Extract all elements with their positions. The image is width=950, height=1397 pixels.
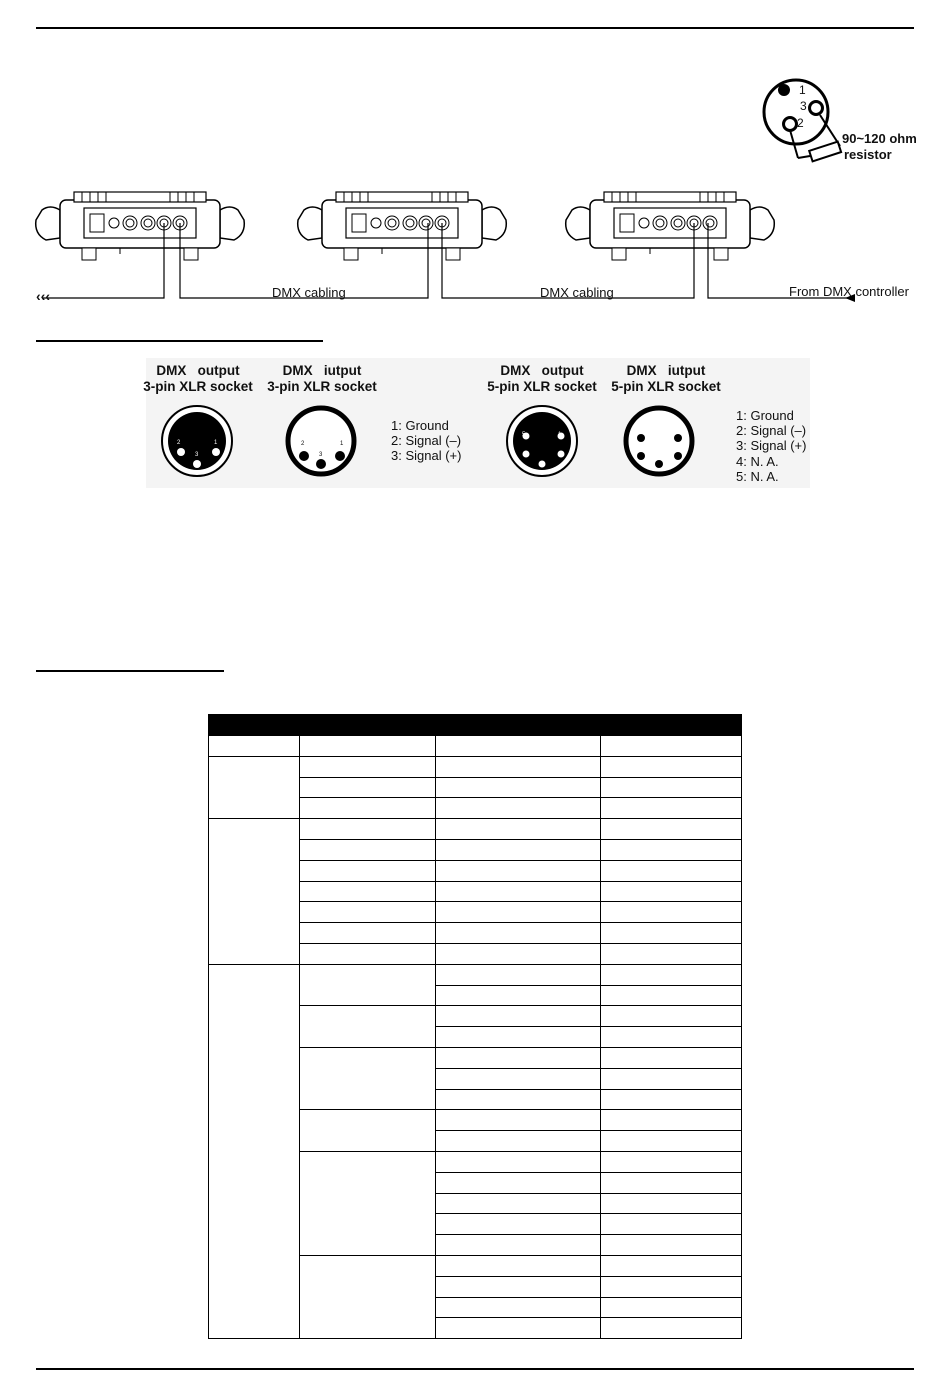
connector-title-line2: 3-pin XLR socket	[143, 379, 253, 394]
pin-number: 1	[340, 441, 344, 447]
connector-title-line2: 5-pin XLR socket	[487, 379, 597, 394]
pinout-3pin-line-3: 3: Signal (+)	[391, 448, 462, 463]
bottom-rule	[36, 1368, 914, 1370]
pinout-3pin-line-1: 1: Ground	[391, 418, 449, 433]
pinout-5pin-line-1: 1: Ground	[736, 408, 794, 423]
pin-number: 3	[195, 452, 199, 458]
connector-title-3pin-in	[247, 363, 397, 395]
connector-title-line1: DMX output	[156, 363, 240, 378]
resistor-label-line2: resistor	[844, 147, 892, 162]
pin-1-dot	[778, 84, 790, 96]
connector-title-line1: DMX output	[500, 363, 584, 378]
pin-3-dot	[810, 102, 823, 115]
term-pin-1-label: 1	[799, 83, 806, 97]
connector-title-5pin-in	[591, 363, 741, 395]
chain-out-arrow: ‹‹‹	[36, 288, 50, 304]
pin-number: 3	[319, 452, 323, 458]
table-header-row	[209, 715, 742, 736]
pin-number: 2	[301, 441, 305, 447]
table-header-cell	[601, 715, 742, 736]
pin-2-dot	[784, 118, 797, 131]
term-pin-3-label: 3	[800, 99, 807, 113]
term-pin-2-label: 2	[797, 116, 804, 130]
pinout-5pin-line-5: 5: N. A.	[736, 469, 779, 484]
xlr-5pin-input-icon	[622, 404, 696, 478]
resistor-label-line1: 90~120 ohm	[842, 131, 917, 146]
table-header-cell	[209, 715, 300, 736]
resistor-symbol	[809, 142, 841, 162]
dmx-daisy-chain-diagram	[30, 190, 920, 320]
connector-title-line2: 3-pin XLR socket	[267, 379, 377, 394]
pinout-5pin-line-3: 3: Signal (+)	[736, 438, 807, 453]
table-row	[209, 736, 742, 757]
connector-title-line1: DMX iutput	[282, 363, 362, 378]
table-row	[209, 756, 742, 777]
table-header-cell	[300, 715, 436, 736]
xlr-3pin-output-icon	[160, 404, 234, 478]
section-rule-table	[36, 670, 224, 672]
dmx-cabling-label-1: DMX cabling	[272, 285, 346, 300]
section-rule-connectors	[36, 340, 323, 342]
pinout-5pin-line-2: 2: Signal (–)	[736, 423, 807, 438]
pin-number: 2	[177, 440, 181, 446]
connector-title-line2: 5-pin XLR socket	[611, 379, 721, 394]
top-rule	[36, 27, 914, 29]
dmx-channel-table	[208, 714, 742, 1339]
table-row	[209, 819, 742, 840]
connector-title-line1: DMX iutput	[626, 363, 706, 378]
pin-number: 5	[522, 432, 526, 438]
table-row	[209, 964, 742, 985]
xlr-3pin-input-icon	[284, 404, 358, 478]
dmx-cabling-label-2: DMX cabling	[540, 285, 614, 300]
pinout-3pin-line-2: 2: Signal (–)	[391, 433, 462, 448]
pin-number: 1	[214, 440, 218, 446]
pin-number: 1	[558, 432, 562, 438]
pinout-5pin-line-4: 4: N. A.	[736, 454, 779, 469]
from-controller-label: From DMX controller	[789, 284, 909, 299]
table-header-cell	[436, 715, 601, 736]
xlr-5pin-output-icon	[505, 404, 579, 478]
